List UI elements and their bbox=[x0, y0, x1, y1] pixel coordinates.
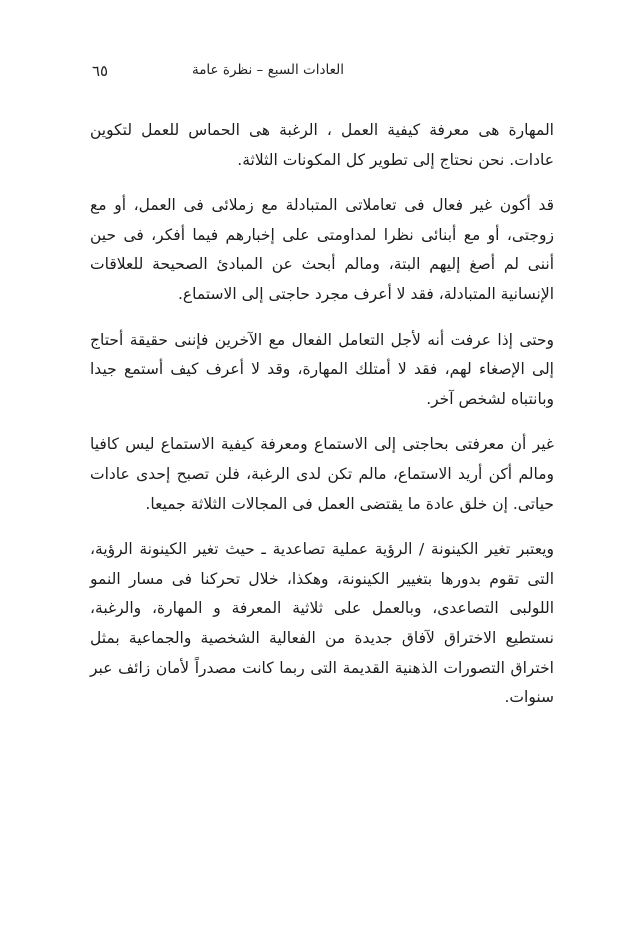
page-number: ٦٥ bbox=[92, 62, 109, 80]
running-header bbox=[92, 62, 344, 88]
paragraph: قد أكون غير فعال فى تعاملاتى المتبادلة مع زملائى فى العمل، أو مع زوجتى، أو مع أبنائى نظرا لمداومتى على إخبارهم فيما أفكر، فى حين أننى لم أصغ إليهم البتة، ومالم أبحث عن المبادئ الصحيحة للعلاقات الإنسانية المتبادلة، فقد لا أعرف مجرد حاجتى إلى الاستماع. bbox=[90, 196, 554, 303]
paragraph: المهارة هى معرفة كيفية العمل ، الرغبة هى الحماس للعمل لتكوين عادات. نحن نحتاج إلى تطوير كل المكونات الثلاثة. bbox=[90, 121, 554, 169]
body-text bbox=[90, 116, 554, 713]
paragraph: ويعتبر تغير الكينونة / الرؤية عملية تصاعدية ـ حيث تغير الكينونة الرؤية، التى تقوم بدورها بتغيير الكينونة، وهكذا، خلال تحركنا فى مسار النمو اللولبى التصاعدى، وبالعمل على ثلاثية المعرفة و المهارة، والرغبة، نستطيع الاختراق لآفاق جديدة من الفعالية الشخصية والجماعية بمثل اختراق التصورات الذهنية القديمة التى ربما كانت مصدراً لأمان زائف عبر سنوات. bbox=[90, 540, 554, 707]
running-header-title: العادات السبع – نظرة عامة bbox=[191, 62, 344, 78]
paragraph: وحتى إذا عرفت أنه لأجل التعامل الفعال مع الآخرين فإننى حقيقة أحتاج إلى الإصغاء لهم، فقد لا أمتلك المهارة، وقد لا أعرف كيف أستمع جيدا وبانتباه لشخص آخر. bbox=[90, 330, 554, 408]
paragraph: غير أن معرفتى بحاجتى إلى الاستماع ومعرفة كيفية الاستماع ليس كافيا ومالم أكن أريد الاستماع، مالم تكن لدى الرغبة، فلن تصبح إحدى عادات حياتى. إن خلق عادة ما يقتضى العمل فى المجالات الثلاثة جميعا. bbox=[90, 435, 554, 513]
